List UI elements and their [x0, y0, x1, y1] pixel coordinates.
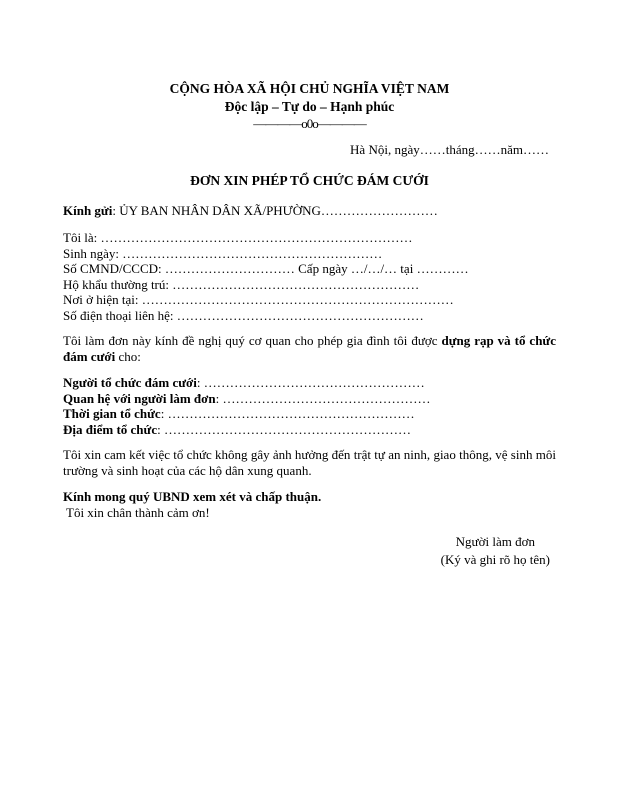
field-birth-date-blank: ……………………………………………………	[122, 245, 383, 261]
field-relationship	[63, 391, 556, 407]
signature-role: Người làm đơn	[455, 534, 535, 550]
thanks-line: Tôi xin chân thành cảm ơn!	[66, 505, 210, 521]
field-birth-date	[63, 246, 556, 262]
field-permanent-residence-label: Hộ khẩu thường trú:	[63, 276, 173, 292]
field-permanent-residence	[63, 277, 556, 293]
closing-request-line: Kính mong quý UBND xem xét và chấp thuận.	[63, 489, 322, 505]
field-phone-blank: …………………………………………………	[176, 307, 424, 323]
field-organizer-label: Người tổ chức đám cưới	[63, 375, 197, 390]
field-event-time-blank: : …………………………………………………	[160, 406, 415, 422]
recipient-value: : ỦY BAN NHÂN DÂN XÃ/PHƯỜNG………………………	[112, 203, 438, 218]
field-id-issue-label: Cấp ngày …/…/… tại	[294, 261, 417, 276]
field-id-issue-blank: …………	[416, 261, 469, 276]
request-paragraph-post: cho:	[115, 349, 141, 364]
request-paragraph-bold: dựng rạp và tổ chức đám cưới	[63, 333, 557, 364]
field-id-number-blank: …………………………	[164, 261, 295, 276]
request-paragraph-pre: Tôi làm đơn này kính đề nghị quý cơ quan cho phép gia đình tôi được	[63, 333, 442, 348]
field-event-time	[63, 406, 556, 422]
signature-block	[63, 533, 556, 568]
national-header-motto: Độc lập – Tự do – Hạnh phúc	[224, 99, 395, 114]
header-separator: ————o0o————	[253, 116, 366, 131]
field-full-name	[63, 230, 556, 246]
field-event-location	[63, 422, 556, 438]
field-full-name-label: Tôi là:	[63, 230, 101, 245]
field-birth-date-label: Sinh ngày:	[63, 245, 123, 261]
document-title: ĐƠN XIN PHÉP TỔ CHỨC ĐÁM CƯỚI	[190, 173, 429, 188]
recipient-label: Kính gửi	[63, 203, 113, 218]
field-event-location-label: Địa điểm tổ chức	[63, 421, 158, 437]
field-full-name-blank: ………………………………………………………………	[100, 230, 413, 245]
field-permanent-residence-blank: …………………………………………………	[172, 276, 420, 292]
field-current-address-blank: ………………………………………………………………	[141, 292, 454, 307]
field-relationship-blank: : …………………………………………	[215, 390, 431, 406]
national-header	[63, 80, 556, 132]
date-place-line: Hà Nội, ngày……tháng……năm……	[350, 142, 549, 157]
request-paragraph	[63, 333, 556, 365]
event-info-fields	[63, 375, 556, 437]
personal-info-fields	[63, 230, 556, 323]
field-organizer	[63, 375, 556, 391]
field-id-number	[63, 261, 556, 277]
field-current-address-label: Nơi ở hiện tại:	[63, 292, 142, 307]
field-id-number-label: Số CMND/CCCD:	[63, 261, 165, 276]
field-relationship-label: Quan hệ với người làm đơn	[63, 390, 216, 406]
signature-note: (Ký và ghi rõ họ tên)	[440, 551, 550, 567]
field-phone	[63, 308, 556, 324]
commitment-paragraph: Tôi xin cam kết việc tổ chức không gây ảnh hưởng đến trật tự an ninh, giao thông, vệ sinh môi trường và sinh hoạt của các hộ dân xung quanh.	[63, 447, 556, 479]
field-event-time-label: Thời gian tổ chức	[63, 406, 161, 422]
field-current-address	[63, 292, 556, 308]
national-header-country: CỘNG HÒA XÃ HỘI CHỦ NGHĨA VIỆT NAM	[169, 81, 450, 96]
field-event-location-blank: : …………………………………………………	[157, 421, 411, 437]
field-phone-label: Số điện thoại liên hệ:	[63, 307, 177, 323]
field-organizer-blank: : ……………………………………………	[196, 375, 425, 390]
recipient-line	[63, 203, 556, 219]
